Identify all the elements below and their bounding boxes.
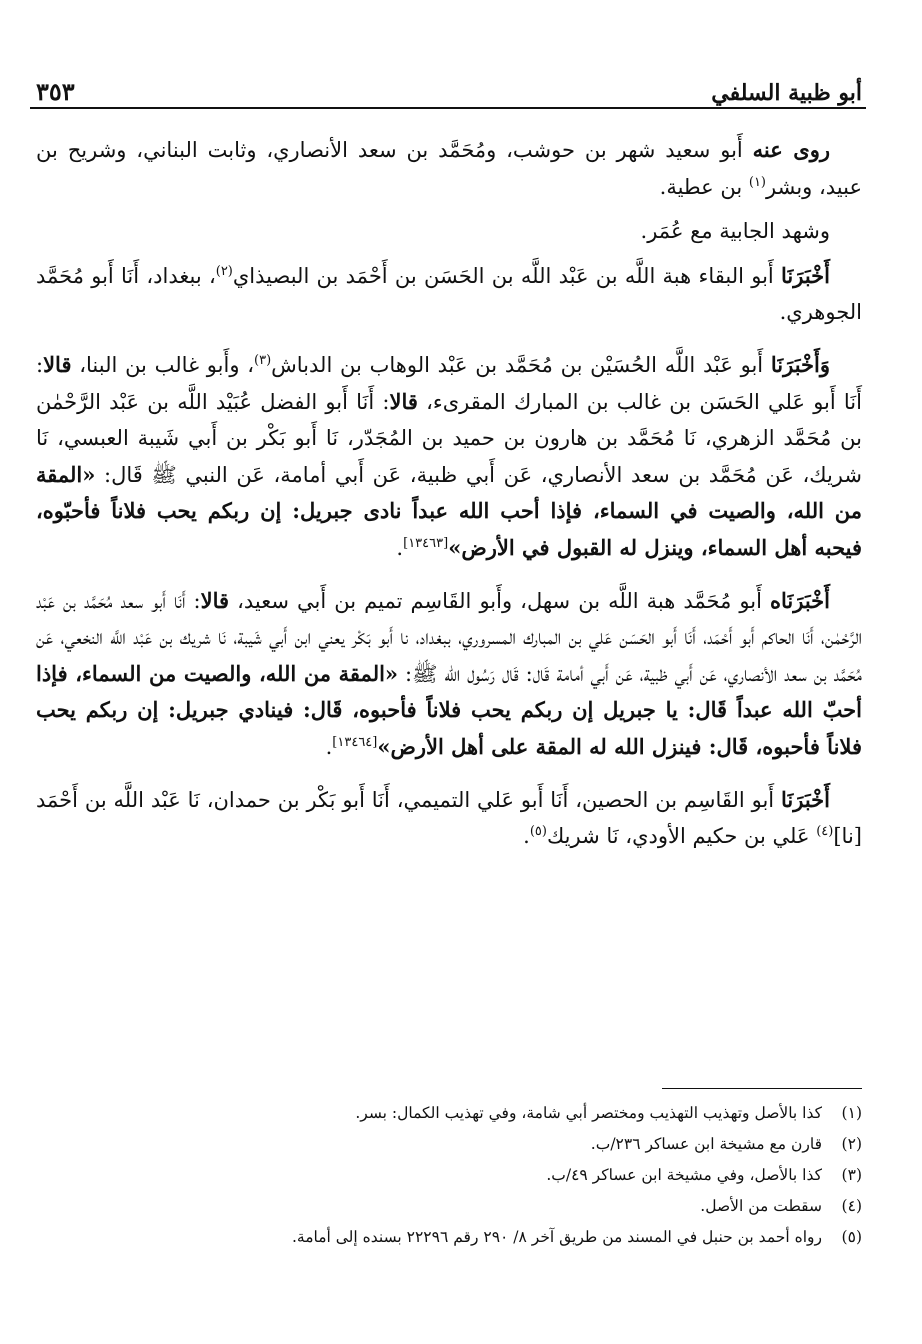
- page-header: [36, 52, 862, 106]
- bold-text: روى عنه: [752, 137, 830, 162]
- footnote-marker: (٣): [254, 352, 272, 368]
- footnote: [36, 1098, 862, 1129]
- footnote-number: (٥): [841, 1228, 862, 1246]
- bold-text: «المقة من الله، والصيت من السماء، فإذا أحبّ الله عبداً قَال: يا جبريل إن ربكم يحب فلاناً فأحبوه، قَال: فينادي جبريل: إن ربكم يحب فلاناً فأحبوه، قَال: فينزل الله له المقة على أهل الأرض»: [36, 660, 862, 759]
- footnote: [36, 1129, 862, 1160]
- bold-text: قالا: [43, 351, 72, 377]
- bold-text: قالا: [200, 587, 230, 613]
- text-segment: : أَنَا أَبو سعد مُحَمَّد بن عَبْد الرَّحْمٰن، أَنَا الحاكم أَبو أَحْمَد، أَنَا أَبو الحَسَن عَلي بن المبارك المسروري، ببغداد، نا أَبو بَكْر يعني ابن أَبي شَيبة، نَا شريك بن عَبْد اللَّه النخعي، عَن مُحَمَّد بن سعد الأنصاري، عَن أَبي ظبية، عَن أَبي أمامة قَال: قَال رَسُول الله ﷺ:: [36, 588, 862, 686]
- footnote-number: (٣): [841, 1166, 862, 1184]
- paragraph: [36, 347, 862, 567]
- bold-text: أَخْبَرَنَاه: [770, 587, 830, 613]
- paragraph: [36, 782, 862, 855]
- footnote-marker: [١٣٤٦٣]: [403, 535, 449, 551]
- footnotes: [36, 1098, 862, 1253]
- paragraph: [36, 132, 862, 205]
- header-rule: [30, 107, 866, 109]
- running-title: أبو ظبية السلفي: [711, 80, 862, 106]
- footnote-number: (٤): [841, 1197, 862, 1215]
- text-segment: .: [325, 734, 333, 759]
- text-segment: .: [523, 824, 530, 849]
- footnote: [36, 1160, 862, 1191]
- bold-text: «المقة من الله، والصيت في السماء، فإذا أحب الله عبداً نادى جبريل: إن ربكم يحب فلاناً فأحبّوه، فيحبه أهل السماء، وينزل له القبول في الأرض»: [36, 461, 863, 560]
- text-segment: أَبو القَاسِم بن الحصين، أَنَا أَبو عَلي التميمي، أَنَا أَبو بَكْر بن حمدان، نَا عَبْد اللَّه بن أَحْمَد [نا]: [36, 787, 862, 849]
- footnote-marker: (٤): [816, 824, 834, 840]
- text-segment: وشهد الجابية مع عُمَر.: [640, 219, 830, 244]
- footnote-rule: [662, 1088, 862, 1089]
- text-segment: أَبو البقاء هبة اللَّه بن عَبْد اللَّه بن الحَسَن بن أَحْمَد بن البصيذاي: [232, 263, 782, 288]
- page-number: ٣٥٣: [36, 77, 75, 106]
- footnote-text: قارن مع مشيخة ابن عساكر ٢٣٦/ب.: [590, 1135, 822, 1153]
- text-segment: أَبو عَبْد اللَّه الحُسَيْن بن مُحَمَّد بن عَبْد الوهاب بن الدباش: [271, 352, 771, 377]
- text-segment: : أَنَا أَبو الفضل عُبَيْد اللَّه بن عَبْد الرَّحْمٰن بن مُحَمَّد الزهري، نَا مُحَمَّد بن هارون بن حميد بن المُجَدّر، نَا أَبو بَكْر بن أَبي شَيبة العبسي، نَا شريك، عَن مُحَمَّد بن سعد الأنصاري، عَن أَبي ظبية، عَن أَبي أمامة، عَن النبي ﷺ قَال:: [36, 389, 862, 487]
- paragraph: [36, 258, 862, 331]
- footnote-marker: (١): [748, 174, 766, 190]
- bold-text: قالا: [389, 388, 418, 414]
- footnote-number: (١): [841, 1104, 862, 1122]
- footnote-number: (٢): [841, 1135, 862, 1153]
- footnote-marker: [١٣٤٦٤]: [332, 734, 378, 750]
- footnote-text: سقطت من الأصل.: [700, 1197, 822, 1215]
- bold-text: وَأَخْبَرَنَا: [770, 351, 830, 377]
- text-segment: بن عطية.: [659, 174, 749, 199]
- footnote: [36, 1191, 862, 1222]
- text-segment: .: [396, 535, 404, 560]
- paragraph: [36, 213, 862, 250]
- bold-text: أَخْبَرَنَا: [781, 786, 830, 812]
- footnote: [36, 1222, 862, 1253]
- footnote-text: كذا بالأصل وتهذيب التهذيب ومختصر أبي شامة، وفي تهذيب الكمال: بسر.: [355, 1104, 822, 1122]
- footnote-text: كذا بالأصل، وفي مشيخة ابن عساكر ٤٩/ب.: [546, 1166, 822, 1184]
- footnote-marker: (٥): [529, 824, 547, 840]
- text-segment: ، وأَبو غالب بن البنا،: [71, 352, 254, 377]
- bold-text: أَخْبَرَنَا: [781, 262, 830, 288]
- text-segment: أَبو سعيد شهر بن حوشب، ومُحَمَّد بن سعد الأنصاري، وثابت البناني، وشريح بن عبيد، وبشر: [36, 138, 862, 199]
- text-segment: ، ببغداد، أَنَا أَبو مُحَمَّد الجوهري.: [36, 263, 862, 325]
- text-segment: أَبو مُحَمَّد هبة اللَّه بن سهل، وأَبو القَاسِم تميم بن أَبي سعيد،: [229, 588, 770, 613]
- body-text: [36, 132, 862, 863]
- text-segment: : أَنَا أَبو عَلي الحَسَن بن غالب بن المبارك المقرىء،: [36, 352, 862, 414]
- text-segment: عَلي بن حكيم الأودي، نَا شريك: [546, 824, 817, 849]
- footnote-marker: (٢): [215, 263, 233, 279]
- paragraph: [36, 583, 862, 766]
- footnote-text: رواه أحمد بن حنبل في المسند من طريق آخر ٨/ ٢٩٠ رقم ٢٢٢٩٦ بسنده إلى أمامة.: [291, 1228, 822, 1246]
